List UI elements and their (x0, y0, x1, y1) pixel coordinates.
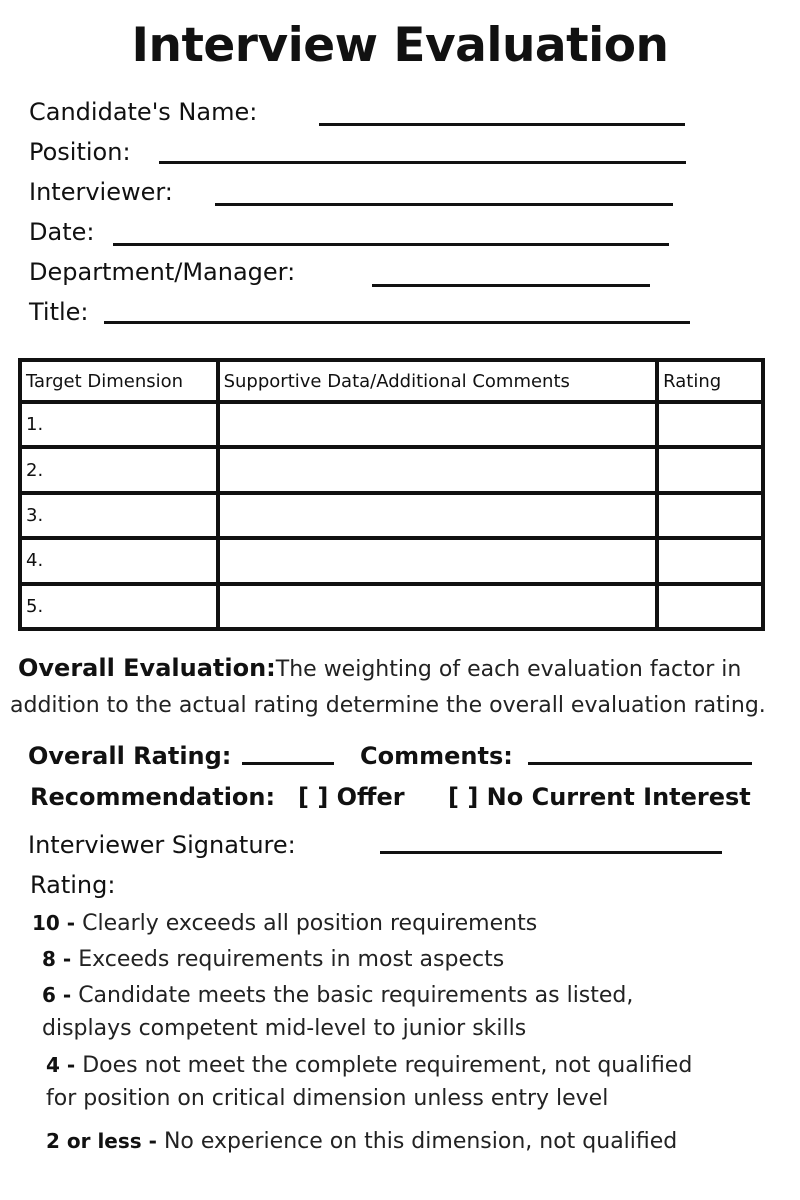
rating-description: Clearly exceeds all position requirements (82, 911, 538, 936)
title-field-line[interactable] (104, 321, 690, 324)
offer-checkbox[interactable]: [ ] Offer (298, 783, 405, 811)
overall-rating-line[interactable] (242, 762, 334, 765)
department-manager-field (29, 257, 729, 291)
rating-scale-item (42, 944, 504, 975)
position-line[interactable] (159, 161, 686, 164)
rating-score: 10 - (32, 911, 76, 935)
overall-rating-label: Overall Rating: (28, 742, 232, 770)
overall-evaluation-label: Overall Evaluation: (18, 654, 276, 682)
header-supportive-data: Supportive Data/Additional Comments (218, 360, 658, 402)
department-manager-line[interactable] (372, 284, 650, 287)
position-label: Position: (29, 138, 131, 166)
rating-description: Candidate meets the basic requirements as listed, (78, 983, 634, 1008)
rating-scale-item (46, 1050, 692, 1081)
date-field (29, 217, 729, 251)
no-current-interest-checkbox[interactable]: [ ] No Current Interest (448, 783, 751, 811)
table-header-row (20, 360, 763, 402)
interviewer-label: Interviewer: (29, 178, 173, 206)
row-rating-cell[interactable] (657, 493, 763, 538)
table-row (20, 402, 763, 447)
rating-score: 4 - (46, 1053, 76, 1077)
date-label: Date: (29, 218, 95, 246)
date-line[interactable] (113, 243, 669, 246)
row-rating-cell[interactable] (657, 447, 763, 492)
row-number[interactable]: 2. (20, 447, 218, 492)
rating-description-continuation: for position on critical dimension unless entry level (46, 1086, 609, 1111)
page-title: Interview Evaluation (131, 18, 669, 73)
title-field-label: Title: (29, 298, 89, 326)
row-comments-cell[interactable] (218, 402, 658, 447)
row-rating-cell[interactable] (657, 538, 763, 583)
row-comments-cell[interactable] (218, 447, 658, 492)
interviewer-field (29, 177, 729, 211)
overall-evaluation-text: The weighting of each evaluation factor in addition to the actual rating determine the overall evaluation rating. (10, 657, 766, 718)
rating-description: Does not meet the complete requirement, not qualified (82, 1053, 693, 1078)
title-field (29, 297, 729, 331)
row-comments-cell[interactable] (218, 493, 658, 538)
rating-heading: Rating: (30, 871, 116, 899)
evaluation-table (18, 358, 765, 631)
rating-description: No experience on this dimension, not qualified (163, 1129, 678, 1154)
rating-score: 6 - (42, 983, 72, 1007)
row-number[interactable]: 5. (20, 584, 218, 629)
position-field (29, 137, 729, 171)
candidate-name-label: Candidate's Name: (29, 98, 258, 126)
row-rating-cell[interactable] (657, 584, 763, 629)
table-row (20, 584, 763, 629)
candidate-name-field (29, 97, 729, 131)
row-rating-cell[interactable] (657, 402, 763, 447)
table-row (20, 447, 763, 492)
interviewer-line[interactable] (215, 203, 673, 206)
overall-evaluation-paragraph (10, 650, 795, 724)
candidate-name-line[interactable] (319, 123, 685, 126)
row-number[interactable]: 1. (20, 402, 218, 447)
table-row (20, 538, 763, 583)
rating-description-continuation: displays competent mid-level to junior skills (42, 1016, 527, 1041)
header-rating: Rating (657, 360, 763, 402)
recommendation-label: Recommendation: (30, 783, 276, 811)
rating-score: 2 or less - (46, 1129, 157, 1153)
table-row (20, 493, 763, 538)
row-number[interactable]: 3. (20, 493, 218, 538)
header-target-dimension: Target Dimension (20, 360, 218, 402)
row-number[interactable]: 4. (20, 538, 218, 583)
row-comments-cell[interactable] (218, 584, 658, 629)
department-manager-label: Department/Manager: (29, 258, 296, 286)
rating-scale-item (32, 908, 537, 939)
rating-score: 8 - (42, 947, 72, 971)
interviewer-signature-label: Interviewer Signature: (28, 831, 296, 859)
rating-scale-item (42, 980, 633, 1011)
rating-description: Exceeds requirements in most aspects (78, 947, 505, 972)
comments-line[interactable] (528, 762, 752, 765)
interviewer-signature-line[interactable] (380, 851, 722, 854)
comments-label: Comments: (360, 742, 513, 770)
row-comments-cell[interactable] (218, 538, 658, 583)
rating-scale-item (46, 1126, 677, 1157)
